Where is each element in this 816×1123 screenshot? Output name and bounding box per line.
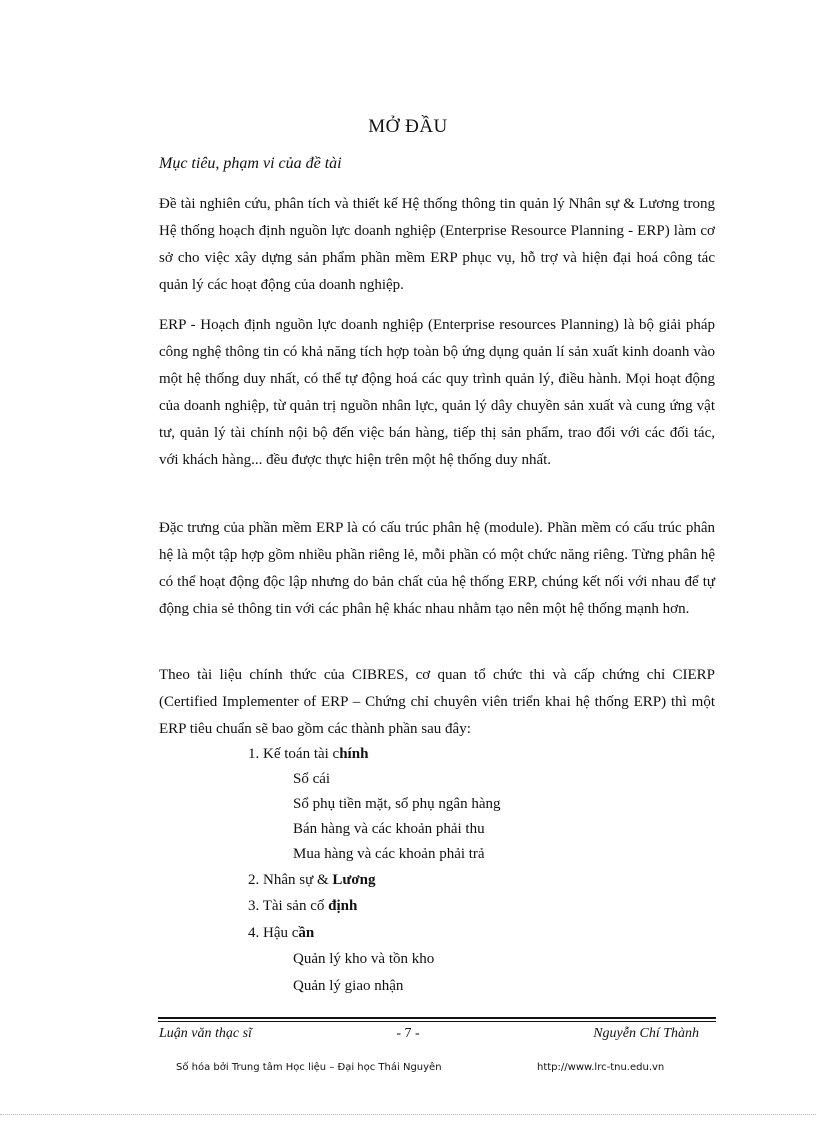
- list-subitem: Sổ phụ tiền mặt, sổ phụ ngân hàng: [293, 796, 501, 812]
- list-subitem: Bán hàng và các khoản phải thu: [293, 821, 485, 837]
- page-bottom-edge: [0, 1114, 816, 1115]
- list-subitem: Sổ cái: [293, 771, 331, 787]
- footer-divider: [158, 1017, 716, 1019]
- list-item-hr-payroll: 2. Nhân sự & Lương: [248, 872, 376, 888]
- digitization-credit: Số hóa bởi Trung tâm Học liệu – Đại học Thái Nguyên: [176, 1062, 442, 1073]
- footer-divider-thin: [158, 1021, 716, 1022]
- paragraph-3: Đặc trưng của phần mềm ERP là có cấu trúc phân hệ (module). Phần mềm có cấu trúc phân hệ là một tập hợp gồm nhiều phần riêng lẻ, mỗi phần có một chức năng riêng. Từng phân hệ có thể hoạt động độc lập nhưng do bản chất của hệ thống ERP, chúng kết nối với nhau để tự động chia sẻ thông tin với các phân hệ khác nhau nhằm tạo nên một hệ thống mạnh hơn.: [159, 520, 715, 617]
- list-item-fixed-assets: 3. Tài sản cố định: [248, 898, 358, 914]
- footer-author: Nguyễn Chí Thành: [593, 1026, 699, 1041]
- source-url: http://www.lrc-tnu.edu.vn: [537, 1062, 665, 1073]
- paragraph-1: Đề tài nghiên cứu, phân tích và thiết kế Hệ thống thông tin quản lý Nhân sự & Lương trong Hệ thống hoạch định nguồn lực doanh nghiệp (Enterprise Resource Planning - ERP) làm cơ sở cho việc xây dựng sản phẩm phần mềm ERP phục vụ, hỗ trợ và hiện đại hoá công tác quản lý các hoạt động của doanh nghiệp.: [159, 196, 715, 293]
- page-number: - 7 -: [396, 1026, 420, 1041]
- list-item-accounting: 1. Kế toán tài chính: [248, 746, 369, 762]
- list-item-logistics: 4. Hậu cần: [248, 925, 315, 941]
- paragraph-4: Theo tài liệu chính thức của CIBRES, cơ quan tổ chức thi và cấp chứng chỉ CIERP (Certified Implementer of ERP – Chứng chỉ chuyên viên triển khai hệ thống ERP) thì một ERP tiêu chuẩn sẽ bao gồm các thành phần sau đây:: [159, 667, 715, 737]
- footer-thesis-label: Luận văn thạc sĩ: [159, 1026, 252, 1041]
- section-subtitle: Mục tiêu, phạm vi của đề tài: [159, 155, 342, 172]
- page-title: MỞ ĐẦU: [368, 116, 448, 137]
- paragraph-2: ERP - Hoạch định nguồn lực doanh nghiệp (Enterprise resources Planning) là bộ giải pháp công nghệ thông tin có khả năng tích hợp toàn bộ ứng dụng quản lí sản xuất kinh doanh vào một hệ thống duy nhất, có thể tự động hoá các quy trình quản lý, điều hành. Mọi hoạt động của doanh nghiệp, từ quản trị nguồn nhân lực, quản lý dây chuyền sản xuất và cung ứng vật tư, quản lý tài chính nội bộ đến việc bán hàng, tiếp thị sản phẩm, trao đổi với các đối tác, với khách hàng... đều được thực hiện trên một hệ thống duy nhất.: [159, 317, 715, 468]
- list-subitem: Quản lý kho và tồn kho: [293, 951, 435, 967]
- list-subitem: Mua hàng và các khoản phải trả: [293, 846, 485, 862]
- list-subitem: Quản lý giao nhận: [293, 978, 404, 994]
